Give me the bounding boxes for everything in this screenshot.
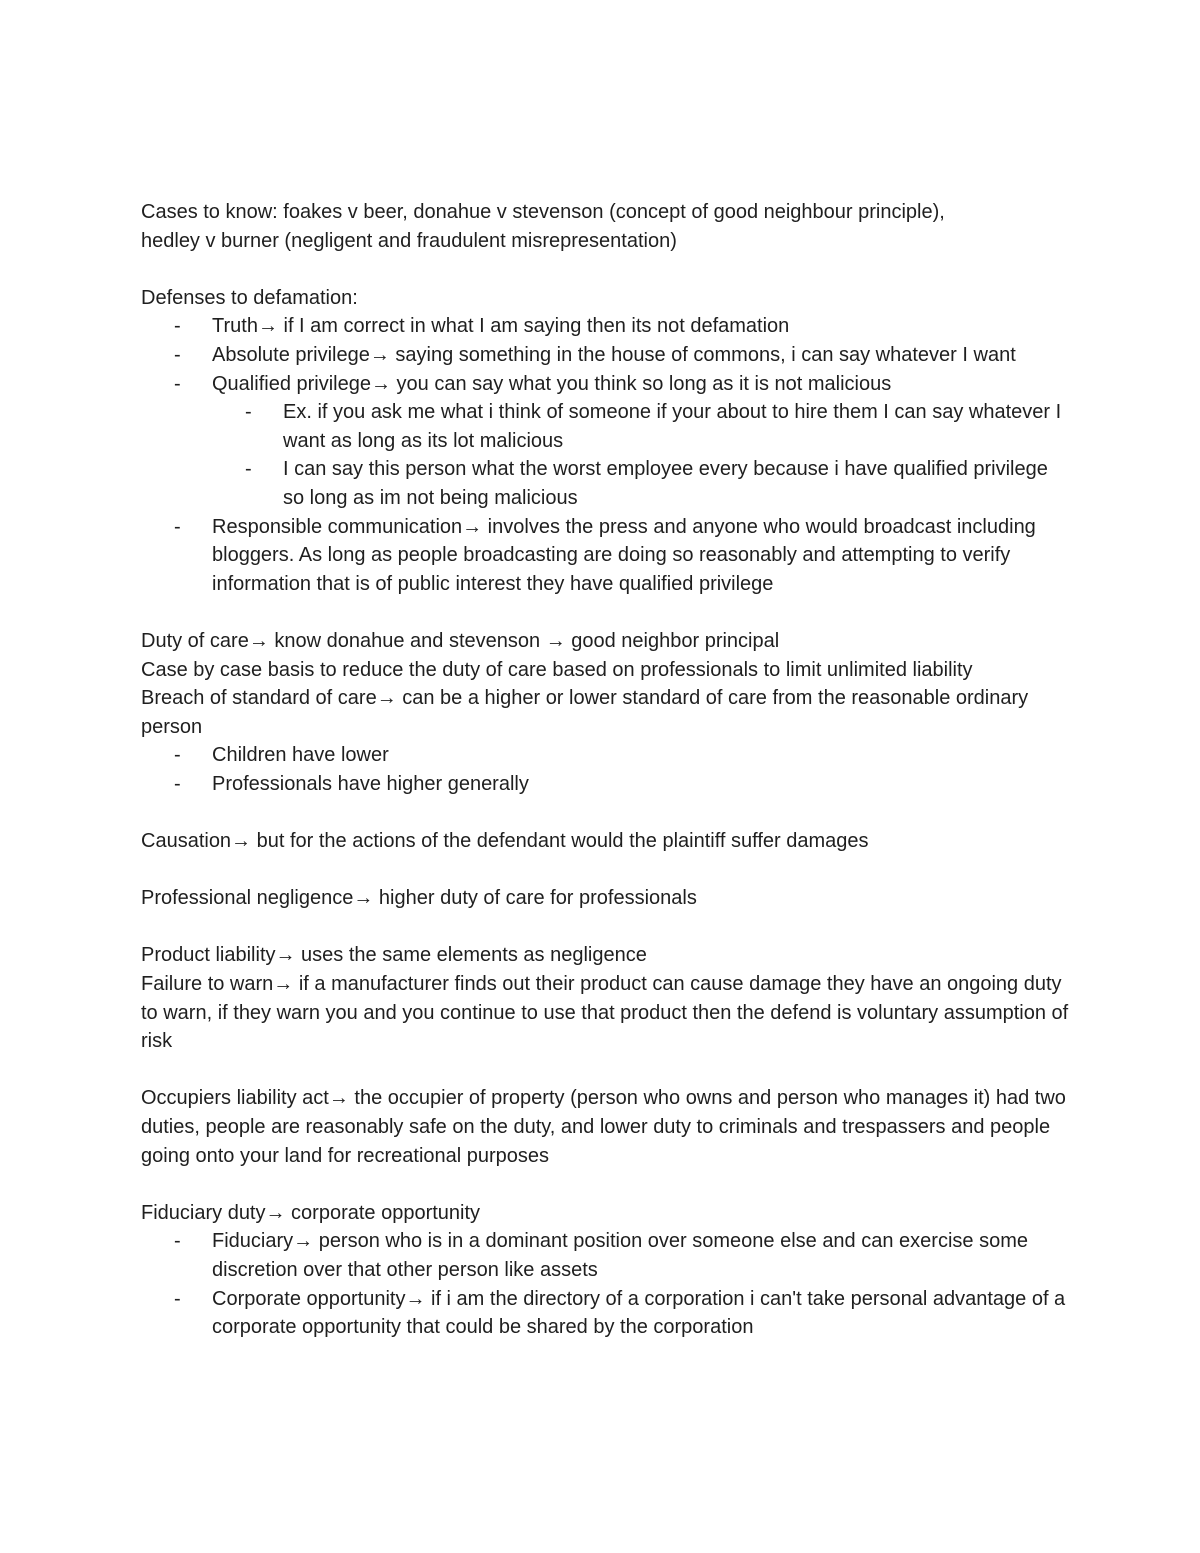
duty-line-3: Breach of standard of care→ can be a higher or lower standard of care from the reasonable ordinary person: [141, 687, 1029, 738]
product-line-2: Failure to warn→ if a manufacturer finds out their product can cause damage they have an ongoing duty to warn, if they warn you and you continue to use that product then the defend is voluntary assumption of risk: [141, 973, 1069, 1053]
sub-list-item: [141, 398, 1071, 455]
duty-line-2: Case by case basis to reduce the duty of care based on professionals to limit unlimited liability: [141, 658, 973, 681]
dash-bullet: -: [174, 372, 181, 395]
list-item-text: Children have lower: [212, 744, 389, 767]
occupiers-paragraph: Occupiers liability act→ the occupier of property (person who owns and person who manages it) had two duties, people are reasonably safe on the duty, and lower duty to criminals and trespassers and people going onto your land for recreational purposes: [141, 1087, 1066, 1167]
list-item-text: I can say this person what the worst employee every because i have qualified privilege so long as im not being malicious: [283, 458, 1048, 509]
spacer: [141, 913, 1071, 942]
dash-bullet: -: [245, 401, 252, 424]
spacer: [141, 798, 1071, 827]
list-item-text: Absolute privilege→ saying something in the house of commons, i can say whatever I want: [212, 343, 1016, 366]
causation-line: Causation→ but for the actions of the defendant would the plaintiff suffer damages: [141, 830, 869, 853]
fiduciary-list: [141, 1227, 1071, 1341]
spacer: [141, 1056, 1071, 1085]
duty-line-1: Duty of care→ know donahue and stevenson → good neighbor principal: [141, 629, 780, 652]
list-item: [141, 312, 1071, 341]
list-item: [141, 1285, 1071, 1342]
product-line-1: Product liability→ uses the same elements as negligence: [141, 944, 647, 967]
dash-bullet: -: [174, 744, 181, 767]
professional-line: Professional negligence→ higher duty of care for professionals: [141, 887, 697, 910]
list-item: [141, 341, 1071, 370]
dash-bullet: -: [174, 1230, 181, 1253]
spacer: [141, 598, 1071, 627]
dash-bullet: -: [174, 1287, 181, 1310]
dash-bullet: -: [245, 458, 252, 481]
list-item: [141, 770, 1071, 799]
list-item-text: Responsible communication→ involves the press and anyone who would broadcast including bloggers. As long as people broadcasting are doing so reasonably and attempting to verify information that is of public interest they have qualified privilege: [212, 515, 1036, 595]
list-item-text: Qualified privilege→ you can say what you think so long as it is not malicious: [212, 372, 892, 395]
spacer: [141, 255, 1071, 284]
spacer: [141, 1170, 1071, 1199]
dash-bullet: -: [174, 315, 181, 338]
list-item: [141, 513, 1071, 599]
list-item: [141, 370, 1071, 399]
list-item-text: Corporate opportunity→ if i am the directory of a corporation i can't take personal advantage of a corporate opportunity that could be shared by the corporation: [212, 1287, 1066, 1339]
defamation-list: [141, 312, 1071, 598]
fiduciary-heading: Fiduciary duty→ corporate opportunity: [141, 1201, 481, 1224]
spacer: [141, 856, 1071, 885]
list-item: [141, 1227, 1071, 1284]
dash-bullet: -: [174, 343, 181, 366]
list-item-text: Truth→ if I am correct in what I am saying then its not defamation: [212, 315, 790, 338]
defamation-heading: Defenses to defamation:: [141, 286, 358, 309]
duty-list: [141, 741, 1071, 798]
cases-line-1: Cases to know: foakes v beer, donahue v stevenson (concept of good neighbour principle),: [141, 201, 945, 223]
cases-line-2: hedley v burner (negligent and fraudulent misrepresentation): [141, 229, 677, 252]
list-item: [141, 741, 1071, 770]
sub-list-item: [141, 455, 1071, 512]
dash-bullet: -: [174, 515, 181, 538]
dash-bullet: -: [174, 772, 181, 795]
list-item-text: Ex. if you ask me what i think of someone if your about to hire them I can say whatever I want as long as its lot malicious: [283, 401, 1062, 452]
document-page: [141, 198, 1071, 1342]
list-item-text: Professionals have higher generally: [212, 772, 529, 795]
list-item-text: Fiduciary→ person who is in a dominant position over someone else and can exercise some discretion over that other person like assets: [212, 1230, 1028, 1281]
